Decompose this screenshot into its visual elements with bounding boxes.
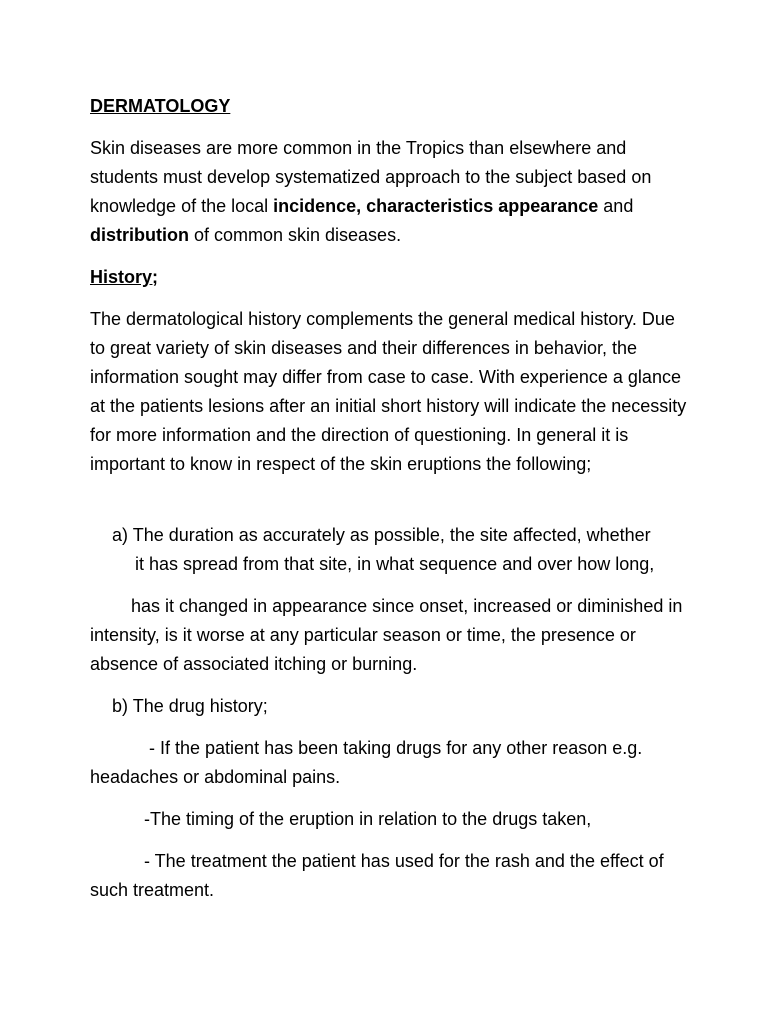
list-item-a-continuation: has it changed in appearance since onset, increased or diminished in intensity, is it worse at any particular season or time, the presence or absence of associated itching or burning. [90, 596, 683, 674]
drug-point-2: -The timing of the eruption in relation to the drugs taken, [144, 809, 592, 829]
intro-paragraph [90, 134, 690, 250]
drug-point-1: - If the patient has been taking drugs for any other reason e.g. headaches or abdominal pains. [90, 738, 643, 787]
history-paragraph: The dermatological history complements the general medical history. Due to great variety of skin diseases and their differences in behavior, the information sought may differ from case to case. With experience a glance at the patients lesions after an initial short history will indicate the necessity for more information and the direction of questioning. In general it is important to know in respect of the skin eruptions the following; [90, 309, 687, 474]
list-item-a [90, 521, 690, 579]
list-item-b: b) The drug history; [112, 696, 268, 716]
drug-point-3: - The treatment the patient has used for the rash and the effect of such treatment. [90, 851, 664, 900]
list-item-b-marker: b) [112, 696, 129, 716]
intro-text-3: of common skin diseases. [188, 225, 402, 245]
history-heading: History; [90, 267, 159, 287]
intro-text-2: and [598, 196, 634, 216]
list-item-a-line2: it has spread from that site, in what sequence and over how long, [135, 554, 655, 574]
intro-text-1: Skin diseases are more common in the Tropics than elsewhere and students must develop systematized approach to the subject based on knowledge of the local [90, 138, 652, 216]
page-title: DERMATOLOGY [90, 96, 231, 116]
intro-bold-2: distribution [90, 225, 189, 245]
list-item-a-marker: a) [112, 525, 129, 545]
list-item-a-line1: a) The duration as accurately as possible, the site affected, whether [112, 525, 651, 545]
intro-bold-1: incidence, characteristics appearance [273, 196, 599, 216]
